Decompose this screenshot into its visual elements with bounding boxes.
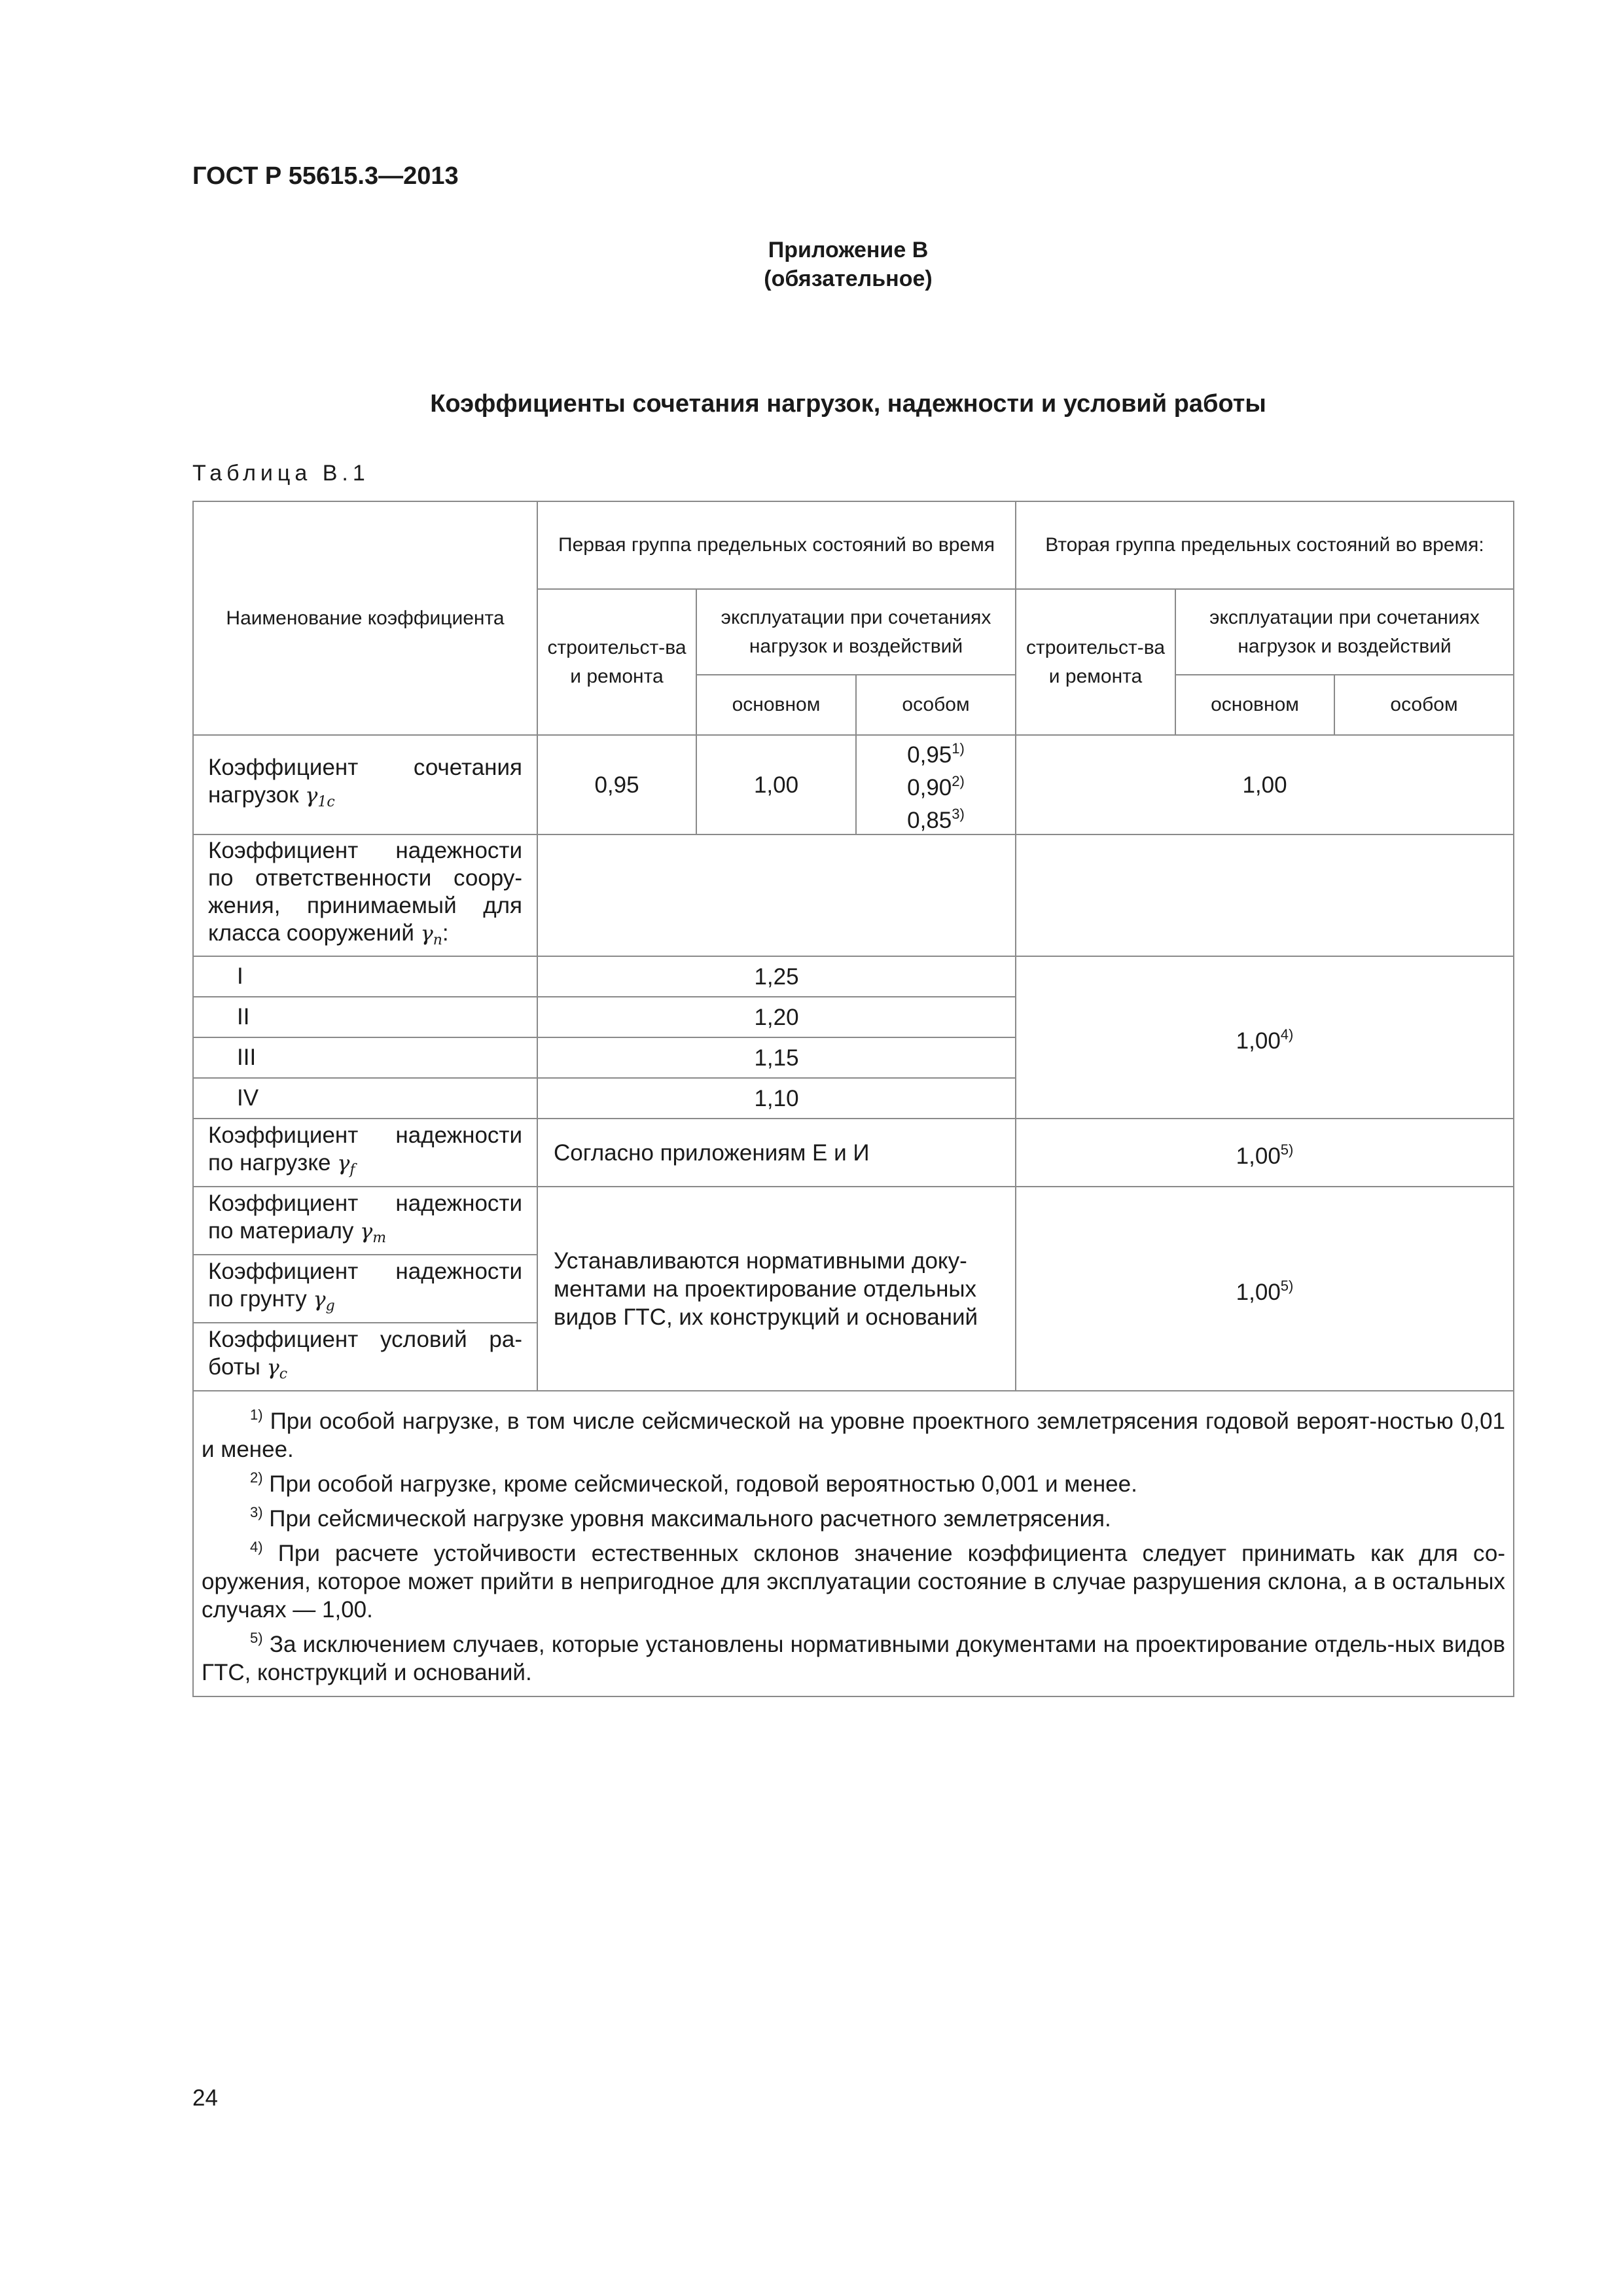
footnote: $^{1)}$ При особой нагрузке, в том числе сейсмической на уровне проектного землетрясения годовой вероят-ностью 0,01 и менее.: [202, 1407, 1506, 1462]
header-group1-special: особом: [856, 675, 1016, 735]
special-value: 0,90$^{2)}$: [907, 773, 965, 800]
class-value: 1,10: [537, 1078, 1016, 1119]
row-load-group1: Согласно приложениям Е и И: [537, 1119, 1016, 1187]
row-material-name: [193, 1187, 537, 1255]
class-label: II: [193, 997, 537, 1037]
gamma-symbol: γm: [360, 1218, 387, 1246]
row-combination-group2: 1,00: [1016, 735, 1514, 834]
gamma-symbol: γg: [313, 1286, 335, 1314]
row-responsibility-group2-empty: [1016, 834, 1514, 956]
row-name-text: Коэффициент надежности по грунту: [208, 1258, 522, 1312]
row-combination-basic: 1,00: [696, 735, 856, 834]
header-group2-operation: эксплуатации при сочетаниях нагрузок и воздействий: [1175, 589, 1514, 675]
row-name-text: Коэффициент сочетания нагрузок: [208, 754, 522, 808]
header-group2: Вторая группа предельных состояний во время:: [1016, 501, 1514, 589]
row-name-text: Коэффициент надежности по ответственности соору-жения, принимаемый для класса сооружений: [208, 837, 522, 946]
class-value: 1,15: [537, 1037, 1016, 1078]
coefficients-table: [192, 501, 1514, 1697]
header-group1-basic: основном: [696, 675, 856, 735]
footnote: $^{3)}$ При сейсмической нагрузке уровня максимального расчетного землетрясения.: [250, 1504, 1111, 1532]
header-group1-construction: строительст-ва и ремонта: [537, 589, 696, 735]
row-combination-construction: 0,95: [537, 735, 696, 834]
footnote: $^{4)}$ При расчете устойчивости естественных склонов значение коэффициента следует принимать как для со-оружения, которое может прийти в непригодное для эксплуатации состояние в случае разрушения склона, а в остальных случаях — 1,00.: [202, 1539, 1506, 1623]
gamma-symbol: γc: [266, 1354, 288, 1382]
gamma-symbol: γn: [420, 920, 442, 948]
class-value: 1,20: [537, 997, 1016, 1037]
gamma-symbol: γf: [337, 1150, 355, 1178]
row-name-text: Коэффициент надежности по материалу: [208, 1190, 522, 1244]
row-conditions-name: [193, 1323, 537, 1391]
gamma-symbol: γ1c: [305, 782, 335, 810]
header-coefficient-name: Наименование коэффициента: [193, 501, 537, 735]
row-combination-name: [193, 735, 537, 834]
class-value: 1,25: [537, 956, 1016, 997]
row-combination-special: [856, 735, 1016, 834]
annex-title: Приложение В: [768, 238, 929, 262]
page-number: 24: [192, 2085, 218, 2111]
footnote: $^{2)}$ При особой нагрузке, кроме сейсмической, годовой вероятностью 0,001 и менее.: [250, 1469, 1137, 1497]
class-label: I: [193, 956, 537, 997]
row-responsibility-group2: 1,00$^{4)}$: [1016, 956, 1514, 1119]
special-value: 0,85$^{3)}$: [907, 806, 965, 833]
header-group1-operation: эксплуатации при сочетаниях нагрузок и воздействий: [696, 589, 1016, 675]
row-normative-group2: 1,00$^{5)}$: [1016, 1187, 1514, 1391]
table-label: Таблица В.1: [192, 461, 370, 486]
special-value: 0,95$^{1)}$: [907, 740, 965, 768]
class-label: IV: [193, 1078, 537, 1119]
footnote: $^{5)}$ За исключением случаев, которые установлены нормативными документами на проектирование отдель-ных видов ГТС, конструкций и оснований.: [202, 1630, 1506, 1685]
annex-status: (обязательное): [764, 266, 933, 291]
header-group2-special: особом: [1334, 675, 1514, 735]
row-soil-name: [193, 1255, 537, 1323]
row-name-text: Коэффициент надежности по нагрузке: [208, 1122, 522, 1175]
main-title: Коэффициенты сочетания нагрузок, надежности и условий работы: [430, 390, 1266, 418]
row-load-name: [193, 1119, 537, 1187]
row-load-group2: 1,00$^{5)}$: [1016, 1119, 1514, 1187]
document-code: ГОСТ Р 55615.3—2013: [192, 162, 459, 190]
table-footnotes: [193, 1391, 1514, 1696]
annex-heading: [0, 236, 1623, 293]
header-group2-basic: основном: [1175, 675, 1334, 735]
row-normative-group1: Устанавливаются нормативными доку-ментами на проектирование отдельных видов ГТС, их конструкций и оснований: [537, 1187, 1016, 1391]
header-group1: Первая группа предельных состояний во время: [537, 501, 1016, 589]
class-label: III: [193, 1037, 537, 1078]
row-name-text: Коэффициент условий ра-боты: [208, 1326, 522, 1380]
row-responsibility-name: Коэффициент надежности по ответственности соору-жения, принимаемый для класса сооружений γn:: [193, 834, 537, 956]
row-responsibility-group1-empty: [537, 834, 1016, 956]
header-group2-construction: строительст-ва и ремонта: [1016, 589, 1175, 735]
